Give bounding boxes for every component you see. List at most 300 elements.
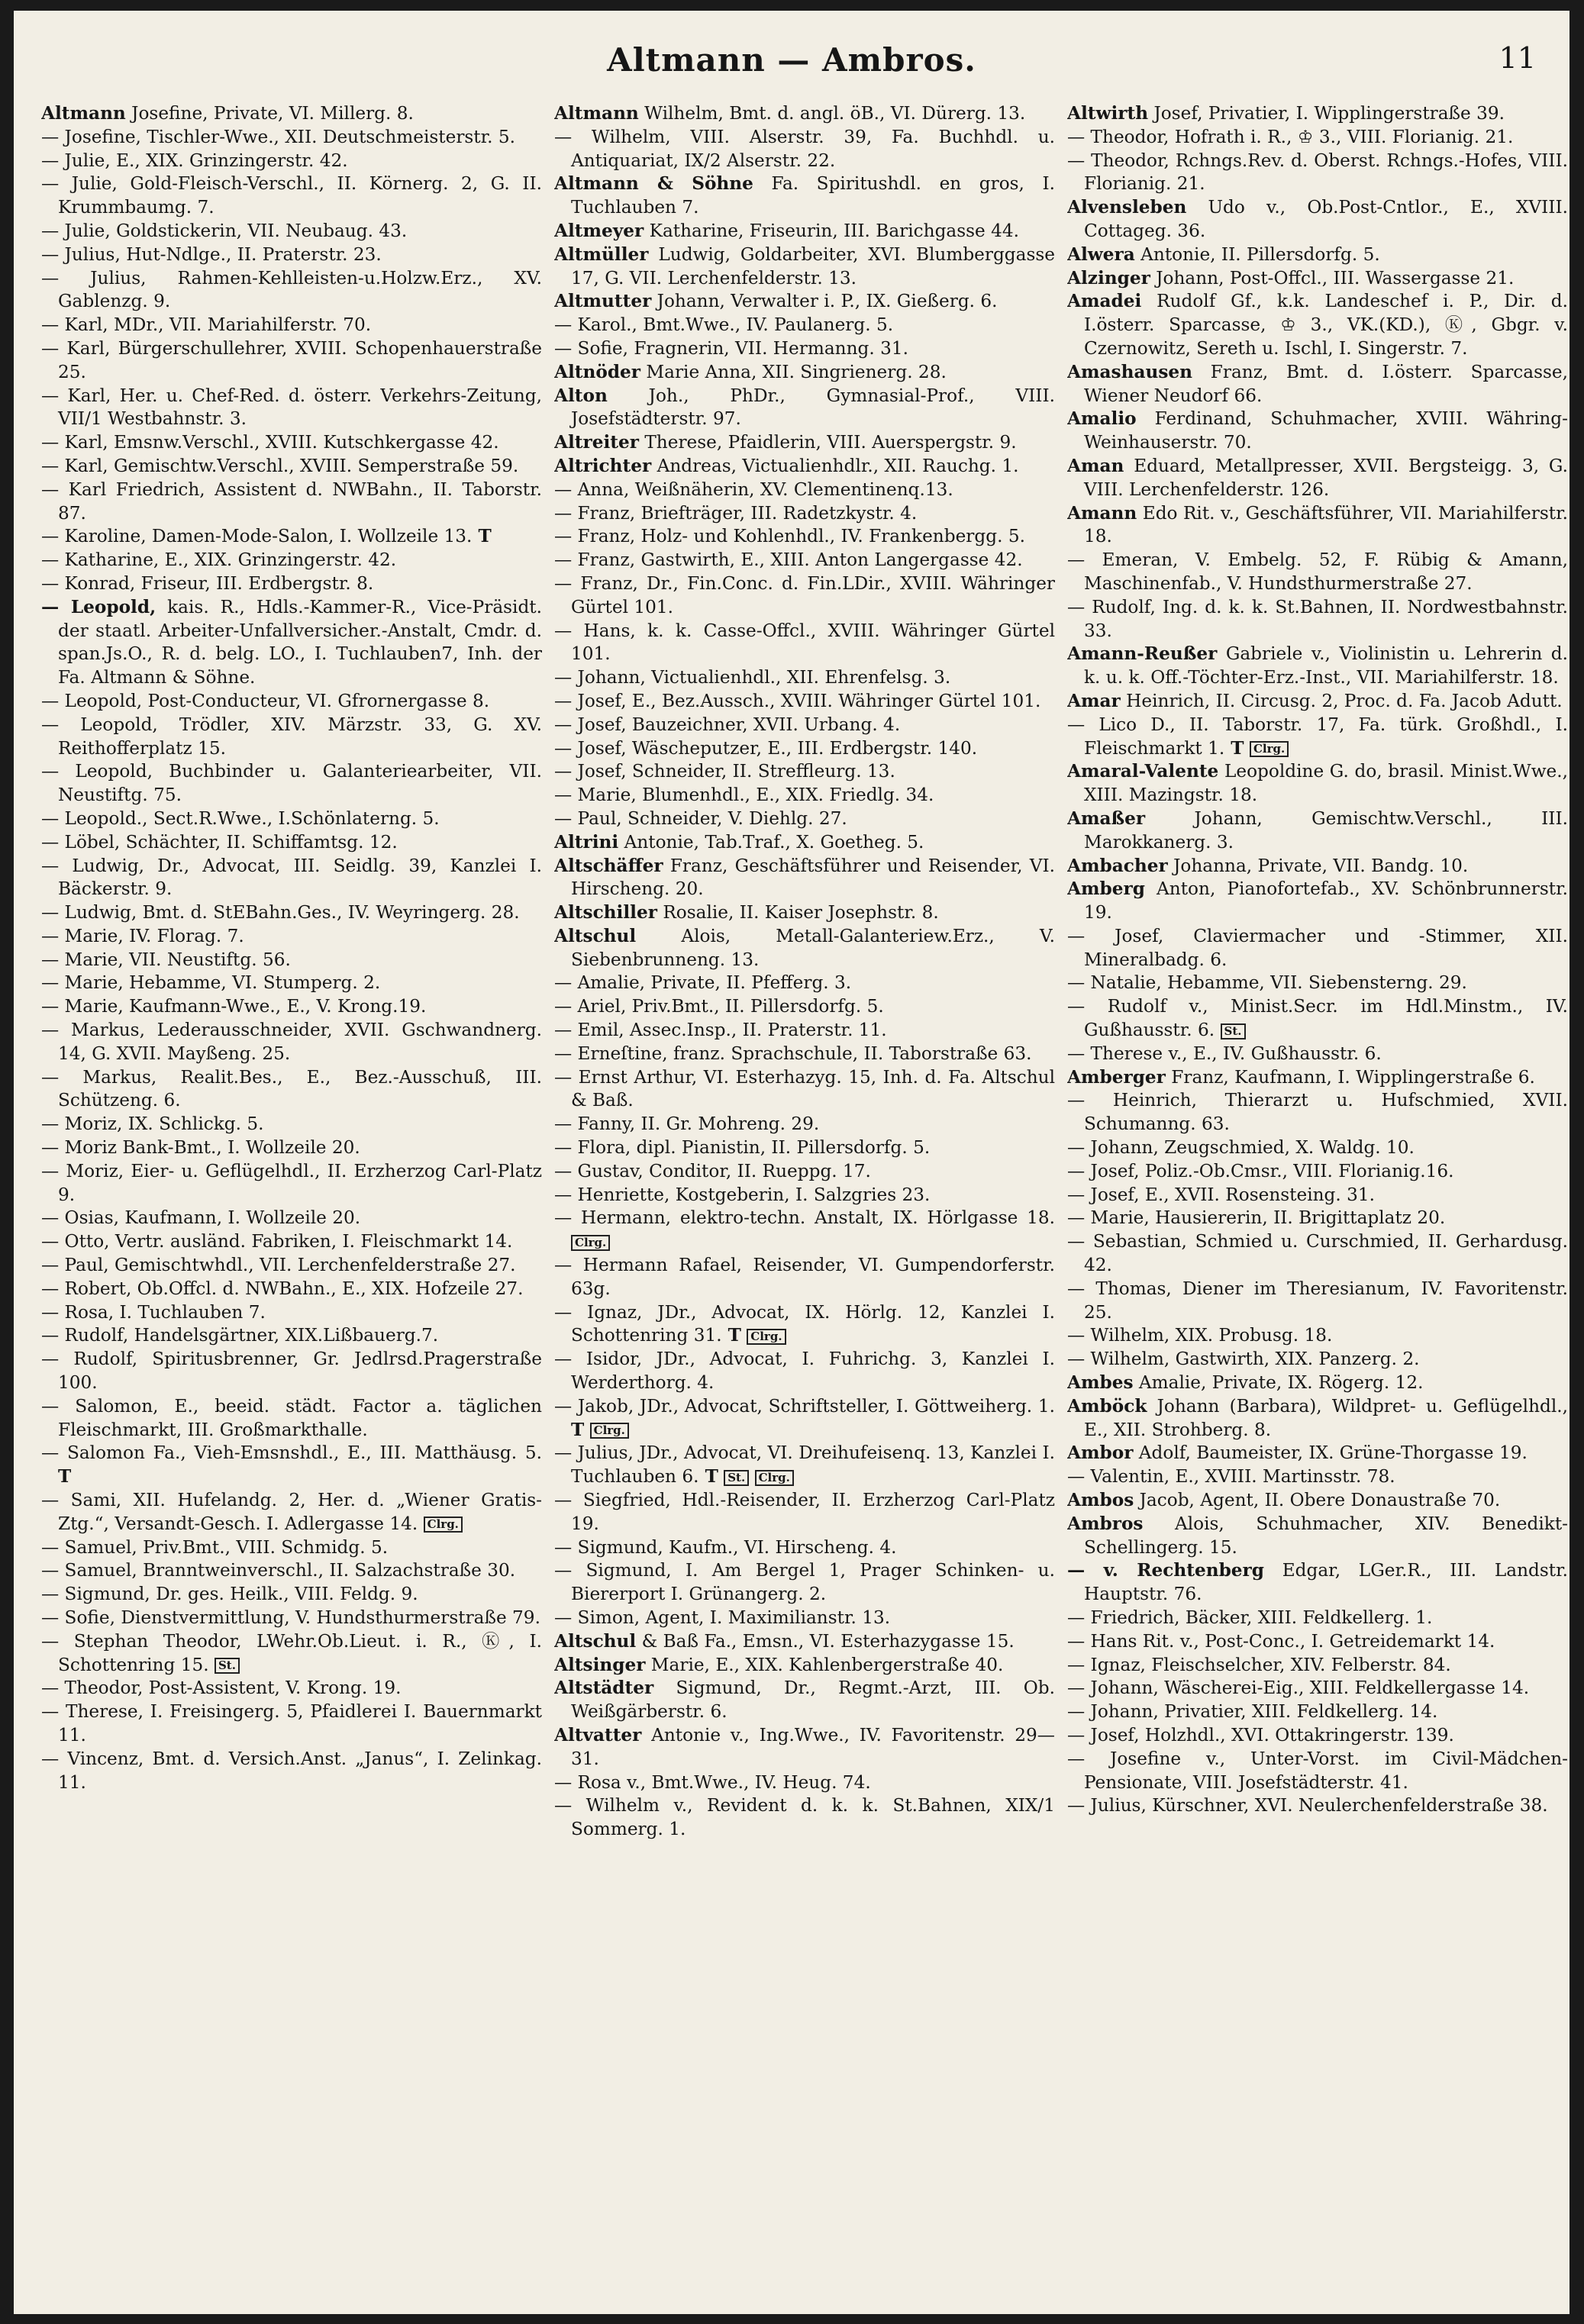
entry-text: — Sami, XII. Hufelandg. 2, Her. d. „Wiener Gratis-Ztg.“, Versandt-Gesch. I. Adlergasse 14.	[41, 1490, 542, 1534]
directory-entry	[41, 1395, 542, 1442]
directory-entry	[554, 1301, 1055, 1349]
entry-text: — Salomon, E., beeid. städt. Factor a. täglichen Fleischmarkt, III. Großmarkthalle.	[41, 1395, 542, 1440]
entry-text: — Rudolf, Handelsgärtner, XIX.Lißbauerg.7.	[41, 1325, 439, 1346]
directory-entry	[1067, 1794, 1568, 1818]
entry-name: Altrini	[554, 831, 619, 853]
entry-text: — Osias, Kaufmann, I. Wollzeile 20.	[41, 1207, 361, 1229]
entry-text: — Therese v., E., IV. Gußhausstr. 6.	[1067, 1043, 1382, 1064]
entry-text: — Katharine, E., XIX. Grinzingerstr. 42.	[41, 550, 397, 571]
entry-text: — Johann, Wäscherei-Eig., XIII. Feldkellergasse 14.	[1067, 1678, 1530, 1699]
directory-entry	[554, 1136, 1055, 1160]
directory-entry	[1067, 1184, 1568, 1207]
entry-text: & Baß Fa., Emsn., VI. Esterhazygasse 15.	[641, 1630, 1015, 1652]
entry-text: Johann, Gemischtw.Verschl., III. Marokkanerg. 3.	[1084, 807, 1568, 853]
entry-name: Altrichter	[554, 455, 652, 476]
entry-text: — Josef, Poliz.-Ob.Cmsr., VIII. Florianig.16.	[1067, 1160, 1454, 1181]
directory-entry	[554, 525, 1055, 549]
entry-text: Franz, Kaufmann, I. Wipplingerstraße 6.	[1171, 1066, 1535, 1088]
directory-entry	[554, 479, 1055, 502]
directory-entry	[1067, 1160, 1568, 1184]
entry-text: — Jakob, JDr., Advocat, Schriftsteller, I. Göttweiherg. 1.	[554, 1395, 1055, 1417]
directory-entry	[1067, 102, 1568, 126]
directory-entry	[41, 525, 542, 549]
entry-text: Edgar, LGer.R., III. Landstr. Hauptstr. 76.	[1084, 1560, 1568, 1605]
directory-entry	[1067, 596, 1568, 643]
directory-entry	[41, 1301, 542, 1325]
entry-text: Antonie v., Ing.Wwe., IV. Favoritenstr. 29—31.	[571, 1724, 1055, 1769]
directory-entry	[41, 314, 542, 337]
entry-text: — Ariel, Priv.Bmt., II. Pillersdorfg. 5.	[554, 996, 884, 1017]
directory-entry	[554, 1489, 1055, 1536]
entry-text: — Thomas, Diener im Theresianum, IV. Favoritenstr. 25.	[1067, 1278, 1568, 1323]
entry-text: — Sigmund, I. Am Bergel 1, Prager Schinken- u. Biererport I. Grünangerg. 2.	[554, 1560, 1055, 1605]
directory-entry	[554, 760, 1055, 784]
directory-entry	[41, 925, 542, 949]
entry-text: Antonie, Tab.Traf., X. Goetheg. 5.	[624, 831, 924, 853]
entry-tag: Clrg.	[590, 1423, 629, 1439]
directory-entry	[554, 901, 1055, 925]
entry-text: Eduard, Metallpresser, XVII. Bergsteigg. 3, G. VIII. Lerchenfelderstr. 126.	[1084, 455, 1568, 500]
directory-entry	[554, 807, 1055, 831]
entry-text: — Samuel, Branntweinverschl., II. Salzachstraße 30.	[41, 1560, 516, 1581]
entry-text: — Markus, Realit.Bes., E., Bez.-Ausschuß, III. Schützeng. 6.	[41, 1066, 542, 1111]
entry-text: Andreas, Victualienhdlr., XII. Rauchg. 1.	[657, 455, 1019, 476]
entry-text: — Rosa, I. Tuchlauben 7.	[41, 1301, 266, 1323]
directory-entry	[1067, 995, 1568, 1043]
directory-entry	[554, 1559, 1055, 1607]
directory-entry	[554, 1536, 1055, 1560]
entry-text: Johann, Verwalter i. P., IX. Gießerg. 6.	[657, 291, 998, 312]
directory-entry	[41, 150, 542, 173]
entry-text: — Markus, Lederausschneider, XVII. Gschwandnerg. 14, G. XVII. Mayßeng. 25.	[41, 1020, 542, 1064]
entry-name: Altstädter	[554, 1678, 654, 1699]
column-1	[41, 102, 542, 2300]
entry-name: Amashausen	[1067, 361, 1193, 382]
directory-entry	[554, 925, 1055, 972]
entry-name: Alzinger	[1067, 267, 1150, 288]
directory-entry	[41, 1559, 542, 1583]
entry-text: — Moriz, Eier- u. Geflügelhdl., II. Erzherzog Carl-Platz 9.	[41, 1160, 542, 1205]
telephone-mark: T	[698, 1466, 718, 1488]
entry-name: — v. Rechtenberg	[1067, 1560, 1264, 1581]
entry-text: — Julie, E., XIX. Grinzingerstr. 42.	[41, 150, 348, 171]
directory-entry	[1067, 855, 1568, 878]
directory-entry	[554, 855, 1055, 902]
entry-text: — Sebastian, Schmied u. Curschmied, II. Gerhardusg. 42.	[1067, 1231, 1568, 1276]
entry-name: Altmann	[554, 103, 639, 124]
entry-text: — Lico D., II. Taborstr. 17, Fa. türk. Großhdl., I. Fleischmarkt 1.	[1067, 714, 1568, 759]
directory-entry	[554, 1019, 1055, 1043]
directory-entry	[1067, 455, 1568, 502]
entry-text: — Karl, Her. u. Chef-Red. d. österr. Verkehrs-Zeitung, VII/1 Westbahnstr. 3.	[41, 385, 542, 430]
entry-text: — Paul, Schneider, V. Diehlg. 27.	[554, 807, 847, 829]
directory-entry	[1067, 1748, 1568, 1795]
directory-entry	[1067, 1043, 1568, 1066]
entry-text: — Karoline, Damen-Mode-Salon, I. Wollzeile 13.	[41, 526, 473, 547]
entry-name: Ambros	[1067, 1513, 1144, 1534]
entry-text: — Ignaz, JDr., Advocat, IX. Hörlg. 12, Kanzlei I. Schottenring 31.	[554, 1301, 1055, 1346]
entry-text: — Friedrich, Bäcker, XIII. Feldkellerg. 1.	[1067, 1607, 1433, 1628]
directory-entry	[1067, 1066, 1568, 1090]
entry-tag: St.	[215, 1658, 240, 1674]
entry-text: Ferdinand, Schuhmacher, XVIII. Währing-Weinhauserstr. 70.	[1084, 408, 1568, 453]
directory-entry	[554, 1794, 1055, 1842]
directory-entry	[554, 620, 1055, 667]
entry-text: — Ernst Arthur, VI. Esterhazyg. 15, Inh. d. Fa. Altschul & Baß.	[554, 1066, 1055, 1111]
directory-entry	[41, 172, 542, 220]
entry-text: Josefine, Private, VI. Millerg. 8.	[131, 103, 414, 124]
telephone-mark: T	[721, 1325, 741, 1346]
directory-entry	[41, 1278, 542, 1301]
directory-entry	[41, 1442, 542, 1489]
entry-text: — Marie, Kaufmann-Wwe., E., V. Krong.19.	[41, 996, 427, 1017]
entry-text: — Franz, Holz- und Kohlenhdl., IV. Frankenbergg. 5.	[554, 526, 1025, 547]
entry-text: — Julie, Goldstickerin, VII. Neubaug. 43.	[41, 220, 408, 241]
entry-text: Udo v., Ob.Post-Cntlor., E., XVIII. Cottageg. 36.	[1084, 197, 1568, 241]
directory-entry	[41, 243, 542, 267]
directory-entry	[41, 831, 542, 855]
entry-text: — Rudolf, Ing. d. k. k. St.Bahnen, II. Nordwestbahnstr. 33.	[1067, 596, 1568, 641]
entry-text: — Sofie, Dienstvermittlung, V. Hundsthurmerstraße 79.	[41, 1607, 540, 1628]
directory-entry	[41, 479, 542, 526]
entry-text: — Marie, IV. Florag. 7.	[41, 925, 244, 946]
entry-text: — Samuel, Priv.Bmt., VIII. Schmidg. 5.	[41, 1536, 389, 1558]
entry-text: — Franz, Gastwirth, E., XIII. Anton Langergasse 42.	[554, 550, 1023, 571]
entry-name: Altmann	[41, 103, 126, 124]
directory-entry	[554, 1066, 1055, 1114]
directory-entry	[1067, 807, 1568, 855]
directory-entry	[554, 455, 1055, 479]
directory-entry	[554, 102, 1055, 126]
directory-entry	[1067, 878, 1568, 925]
directory-entry	[1067, 1278, 1568, 1325]
entry-text: — Karl, Emsnw.Verschl., XVIII. Kutschkergasse 42.	[41, 432, 499, 453]
entry-text: — Otto, Vertr. ausländ. Fabriken, I. Fleischmarkt 14.	[41, 1231, 513, 1252]
entry-name: Amaral-Valente	[1067, 761, 1219, 782]
directory-entry	[41, 690, 542, 714]
entry-text: — Therese, I. Freisingerg. 5, Pfaidlerei I. Bauernmarkt 11.	[41, 1701, 542, 1745]
entry-text: — Leopold, Post-Conducteur, VI. Gfrornergasse 8.	[41, 690, 490, 711]
entry-text: Marie Anna, XII. Singrienerg. 28.	[646, 361, 947, 382]
entry-name: Altmann & Söhne	[554, 173, 753, 195]
directory-entry	[41, 1254, 542, 1278]
directory-entry	[554, 1771, 1055, 1795]
entry-text: Sigmund, Dr., Regmt.-Arzt, III. Ob. Weißgärberstr. 6.	[571, 1678, 1055, 1723]
directory-entry	[1067, 1089, 1568, 1136]
entry-tag: St.	[724, 1470, 749, 1486]
entry-text: — Wilhelm, VIII. Alserstr. 39, Fa. Buchhdl. u. Antiquariat, IX/2 Alserstr. 22.	[554, 126, 1055, 171]
directory-entry	[554, 784, 1055, 807]
entry-text: — Hermann, elektro-techn. Anstalt, IX. Hörlgasse 18.	[554, 1207, 1055, 1229]
directory-entry	[1067, 267, 1568, 291]
entry-name: Amadei	[1067, 291, 1142, 312]
entry-text: — Julius, Hut-Ndlge., II. Praterstr. 23.	[41, 243, 382, 265]
entry-name: Altschiller	[554, 902, 657, 923]
entry-text: — Theodor, Hofrath i. R., ♔ 3., VIII. Florianig. 21.	[1067, 126, 1514, 147]
directory-entry	[554, 220, 1055, 243]
entry-text: Edo Rit. v., Geschäftsführer, VII. Mariahilferstr. 18.	[1084, 502, 1568, 547]
entry-text: — Ludwig, Bmt. d. StEBahn.Ges., IV. Weyringerg. 28.	[41, 902, 520, 923]
entry-text: — Emeran, V. Embelg. 52, F. Rübig & Amann, Maschinenfab., V. Hundsthurmerstraße 27.	[1067, 550, 1568, 594]
directory-entry	[41, 1230, 542, 1254]
entry-text: Ludwig, Goldarbeiter, XVI. Blumberggasse 17, G. VII. Lerchenfelderstr. 13.	[571, 243, 1055, 288]
entry-text: — Marie, Hebamme, VI. Stumperg. 2.	[41, 972, 381, 994]
telephone-mark: T	[58, 1466, 72, 1488]
directory-entry	[1067, 1724, 1568, 1748]
entry-text: — Salomon Fa., Vieh-Emsnshdl., E., III. Matthäusg. 5.	[41, 1442, 542, 1464]
entry-text: — Anna, Weißnäherin, XV. Clementinenq.13.	[554, 479, 953, 500]
entry-name: Altschäffer	[554, 855, 663, 876]
directory-entry	[41, 102, 542, 126]
entry-text: — Ignaz, Fleischselcher, XIV. Felberstr. 84.	[1067, 1654, 1451, 1675]
directory-entry	[1067, 1324, 1568, 1348]
entry-text: — Wilhelm, Gastwirth, XIX. Panzerg. 2.	[1067, 1349, 1420, 1370]
directory-entry	[1067, 643, 1568, 690]
entry-name: Altschul	[554, 1630, 637, 1652]
entry-tag: Clrg.	[1250, 741, 1289, 757]
directory-entry	[1067, 126, 1568, 150]
column-2	[554, 102, 1055, 2300]
directory-entry	[41, 1207, 542, 1230]
entry-tag: St.	[1221, 1023, 1246, 1040]
directory-entry	[41, 1489, 542, 1536]
entry-text: — Karl Friedrich, Assistent d. NWBahn., II. Taborstr. 87.	[41, 479, 542, 524]
directory-entry	[41, 126, 542, 150]
directory-entry	[1067, 1136, 1568, 1160]
directory-entry	[554, 572, 1055, 620]
entry-text: — Moriz, IX. Schlickg. 5.	[41, 1114, 264, 1135]
directory-entry	[1067, 361, 1568, 408]
entry-tag: Clrg.	[571, 1235, 610, 1251]
directory-entry	[554, 502, 1055, 526]
entry-text: Alois, Metall-Galanteriew.Erz., V. Siebenbrunneng. 13.	[571, 925, 1055, 970]
entry-text: — Marie, VII. Neustiftg. 56.	[41, 949, 291, 970]
directory-entry	[1067, 972, 1568, 995]
directory-entry	[1067, 502, 1568, 550]
entry-text: — Johann, Zeugschmied, X. Waldg. 10.	[1067, 1137, 1415, 1159]
entry-tag: Clrg.	[424, 1517, 463, 1533]
directory-entry	[1067, 1442, 1568, 1465]
entry-text: — Julie, Gold-Fleisch-Verschl., II. Körnerg. 2, G. II. Krummbaumg. 7.	[41, 173, 542, 218]
directory-entry	[1067, 1207, 1568, 1230]
directory-entry	[41, 972, 542, 995]
directory-entry	[554, 385, 1055, 432]
entry-text: — Karl, Gemischtw.Verschl., XVIII. Semperstraße 59.	[41, 455, 519, 476]
entry-text: — Löbel, Schächter, II. Schiffamtsg. 12.	[41, 831, 398, 853]
entry-text: Katharine, Friseurin, III. Barichgasse 44.	[649, 220, 1020, 241]
directory-entry	[41, 1066, 542, 1114]
entry-text: — Heinrich, Thierarzt u. Hufschmied, XVII. Schumanng. 63.	[1067, 1090, 1568, 1135]
directory-entry	[1067, 196, 1568, 243]
directory-entry	[554, 1348, 1055, 1395]
directory-entry	[41, 267, 542, 314]
entry-name: Altreiter	[554, 432, 639, 453]
directory-entry	[1067, 1654, 1568, 1678]
entry-text: — Josef, Holzhdl., XVI. Ottakringerstr. 139.	[1067, 1724, 1454, 1745]
entry-text: — Josef, Schneider, II. Streffleurg. 13.	[554, 761, 895, 782]
directory-entry	[554, 1630, 1055, 1654]
directory-entry	[554, 361, 1055, 385]
entry-text: — Johann, Privatier, XIII. Feldkellerg. 14.	[1067, 1701, 1438, 1723]
entry-text: — Sofie, Fragnerin, VII. Hermanng. 31.	[554, 337, 908, 359]
entry-text: — Moriz Bank-Bmt., I. Wollzeile 20.	[41, 1137, 360, 1159]
entry-text: Fa. Spiritushdl. en gros, I. Tuchlauben 7.	[571, 173, 1055, 218]
entry-text: — Hermann Rafael, Reisender, VI. Gumpendorferstr. 63g.	[554, 1255, 1055, 1299]
entry-text: — Erneſtine, franz. Sprachschule, II. Taborstraße 63.	[554, 1043, 1032, 1064]
directory-entry	[554, 1395, 1055, 1442]
entry-name: Altschul	[554, 925, 637, 946]
directory-entry	[41, 1630, 542, 1678]
entry-text: Adolf, Baumeister, IX. Grüne-Thorgasse 19.	[1138, 1442, 1528, 1464]
directory-entry	[41, 901, 542, 925]
entry-text: — Karl, Bürgerschullehrer, XVIII. Schopenhauerstraße 25.	[41, 337, 542, 382]
directory-entry	[554, 314, 1055, 337]
directory-entry	[554, 126, 1055, 173]
directory-entry	[554, 172, 1055, 220]
entry-name: Altwirth	[1067, 103, 1149, 124]
entry-name: Ambos	[1067, 1490, 1134, 1511]
page-title: Altmann — Ambros.	[607, 41, 976, 79]
directory-entry	[554, 1254, 1055, 1301]
directory-entry	[1067, 1372, 1568, 1395]
entry-text: — Henriette, Kostgeberin, I. Salzgries 23.	[554, 1184, 931, 1205]
directory-entry	[41, 760, 542, 807]
entry-text: — Wilhelm v., Revident d. k. k. St.Bahnen, XIX/1 Sommerg. 1.	[554, 1795, 1055, 1840]
directory-entry	[41, 572, 542, 596]
entry-text: — Theodor, Rchngs.Rev. d. Oberst. Rchngs.-Hofes, VIII. Florianig. 21.	[1067, 150, 1568, 195]
directory-entry	[554, 431, 1055, 455]
entry-tag: Clrg.	[747, 1329, 786, 1345]
directory-entry	[554, 1043, 1055, 1066]
entry-text: — Ludwig, Dr., Advocat, III. Seidlg. 39, Kanzlei I. Bäckerstr. 9.	[41, 855, 542, 900]
entry-text: kais. R., Hdls.-Kammer-R., Vice-Präsidt. der staatl. Arbeiter-Unfallversicher.-Anstalt, Cmdr. d. span.Js.O., R. d. belg. LO., I. Tuchlauben7, Inh. der Fa. Altmann & Söhne.	[58, 596, 542, 688]
entry-text: Marie, E., XIX. Kahlenbergerstraße 40.	[650, 1654, 1004, 1675]
directory-entry	[1067, 549, 1568, 596]
entry-text: Johanna, Private, VII. Bandg. 10.	[1173, 855, 1469, 876]
entry-text: Alois, Schuhmacher, XIV. Benedikt-Schellingerg. 15.	[1084, 1513, 1568, 1558]
entry-name: Amberger	[1067, 1066, 1166, 1088]
directory-entry	[554, 831, 1055, 855]
directory-entry	[554, 666, 1055, 690]
directory-entry	[1067, 1465, 1568, 1489]
entry-text: — Josefine v., Unter-Vorst. im Civil-Mädchen-Pensionate, VIII. Josefstädterstr. 41.	[1067, 1748, 1568, 1793]
entry-text: Joh., PhDr., Gymnasial-Prof., VIII. Josefstädterstr. 97.	[571, 385, 1055, 430]
directory-entry	[554, 1724, 1055, 1771]
entry-text: — Theodor, Post-Assistent, V. Krong. 19.	[41, 1678, 402, 1699]
entry-name: Amalio	[1067, 408, 1137, 430]
entry-text: — Josef, E., Bez.Aussch., XVIII. Währinger Gürtel 101.	[554, 690, 1041, 711]
directory-entry	[1067, 290, 1568, 360]
directory-entry	[554, 549, 1055, 572]
entry-text: — Karl, MDr., VII. Mariahilferstr. 70.	[41, 314, 372, 336]
entry-name: Altmutter	[554, 291, 652, 312]
entry-name: Altvatter	[554, 1724, 642, 1745]
entry-text: — Simon, Agent, I. Maximilianstr. 13.	[554, 1607, 891, 1628]
directory-page	[14, 11, 1569, 2314]
entry-text: — Josef, Claviermacher und -Stimmer, XII. Mineralbadg. 6.	[1067, 925, 1568, 970]
entry-text: Therese, Pfaidlerin, VIII. Auerspergstr. 9.	[644, 432, 1017, 453]
directory-entry	[1067, 1607, 1568, 1630]
entry-text: — Josef, Wäscheputzer, E., III. Erdbergstr. 140.	[554, 737, 978, 759]
entry-text: — Rudolf v., Minist.Secr. im Hdl.Minstm., IV. Gußhausstr. 6.	[1067, 996, 1568, 1041]
directory-entry	[554, 1677, 1055, 1724]
entry-name: Ambacher	[1067, 855, 1168, 876]
directory-entry	[41, 1677, 542, 1700]
entry-name: Alvensleben	[1067, 197, 1187, 218]
entry-text: — Fanny, II. Gr. Mohreng. 29.	[554, 1114, 820, 1135]
entry-name: Amar	[1067, 690, 1121, 711]
directory-entry	[554, 1654, 1055, 1678]
entry-text: Franz, Geschäftsführer und Reisender, VI. Hirscheng. 20.	[571, 855, 1055, 900]
directory-entry	[41, 1113, 542, 1136]
directory-entry	[554, 1113, 1055, 1136]
entry-name: — Leopold,	[41, 596, 156, 617]
entry-text: Franz, Bmt. d. I.österr. Sparcasse, Wiener Neudorf 66.	[1084, 361, 1568, 406]
entry-text: — Josef, Bauzeichner, XVII. Urbang. 4.	[554, 714, 901, 735]
directory-entry	[41, 337, 542, 385]
directory-entry	[41, 455, 542, 479]
entry-text: — Siegfried, Hdl.-Reisender, II. Erzherzog Carl-Platz 19.	[554, 1490, 1055, 1534]
entry-name: Amaßer	[1067, 807, 1146, 829]
entry-text: — Valentin, E., XVIII. Martinsstr. 78.	[1067, 1466, 1395, 1488]
entry-text: — Robert, Ob.Offcl. d. NWBahn., E., XIX. Hofzeile 27.	[41, 1278, 524, 1299]
entry-text: — Josef, E., XVII. Rosensteing. 31.	[1067, 1184, 1376, 1205]
directory-entry	[41, 1324, 542, 1348]
directory-entry	[1067, 1395, 1568, 1442]
directory-entry	[41, 385, 542, 432]
entry-text: — Josefine, Tischler-Wwe., XII. Deutschmeisterstr. 5.	[41, 126, 516, 147]
directory-entry	[41, 1607, 542, 1630]
entry-text: Johann (Barbara), Wildpret- u. Geflügelhdl., E., XII. Strohberg. 8.	[1084, 1395, 1568, 1440]
directory-entry	[41, 1160, 542, 1207]
entry-text: — Johann, Victualienhdl., XII. Ehrenfelsg. 3.	[554, 667, 951, 688]
directory-entry	[1067, 760, 1568, 807]
entry-name: Amböck	[1067, 1395, 1147, 1417]
directory-entry	[554, 290, 1055, 314]
entry-text: — Natalie, Hebamme, VII. Siebensterng. 29.	[1067, 972, 1467, 994]
directory-entry	[1067, 925, 1568, 972]
directory-entry	[1067, 1348, 1568, 1372]
entry-text: Rosalie, II. Kaiser Josephstr. 8.	[663, 902, 939, 923]
directory-entry	[41, 549, 542, 572]
directory-entry	[1067, 408, 1568, 455]
entry-name: Altsinger	[554, 1654, 646, 1675]
directory-entry	[41, 1536, 542, 1560]
entry-text: — Konrad, Friseur, III. Erdbergstr. 8.	[41, 572, 374, 594]
directory-entry	[554, 243, 1055, 291]
entry-name: Aman	[1067, 455, 1124, 476]
entry-text: — Sigmund, Kaufm., VI. Hirscheng. 4.	[554, 1536, 897, 1558]
directory-entry	[1067, 1489, 1568, 1513]
directory-entry	[41, 1019, 542, 1066]
entry-text: — Hans, k. k. Casse-Offcl., XVIII. Währinger Gürtel 101.	[554, 620, 1055, 665]
directory-entry	[554, 1184, 1055, 1207]
entry-text: — Flora, dipl. Pianistin, II. Pillersdorfg. 5.	[554, 1137, 931, 1159]
entry-text: Anton, Pianofortefab., XV. Schönbrunnerstr. 19.	[1084, 878, 1568, 923]
entry-name: Amberg	[1067, 878, 1145, 900]
directory-entry	[41, 431, 542, 455]
directory-entry	[554, 714, 1055, 737]
directory-entry	[1067, 1700, 1568, 1724]
directory-entry	[1067, 1630, 1568, 1654]
entry-text: — Emil, Assec.Insp., II. Praterstr. 11.	[554, 1020, 887, 1041]
entry-name: Altnöder	[554, 361, 641, 382]
entry-name: Ambor	[1067, 1442, 1134, 1464]
directory-entry	[1067, 243, 1568, 267]
entry-text: Rudolf Gf., k.k. Landeschef i. P., Dir. d. I.österr. Sparcasse, ♔ 3., VK.(KD.), Ⓚ, Gbgr. v. Czernowitz, Sereth u. Ischl, I. Singerstr. 7.	[1084, 291, 1568, 359]
directory-entry	[554, 1207, 1055, 1254]
entry-name: Amann-Reußer	[1067, 643, 1218, 665]
